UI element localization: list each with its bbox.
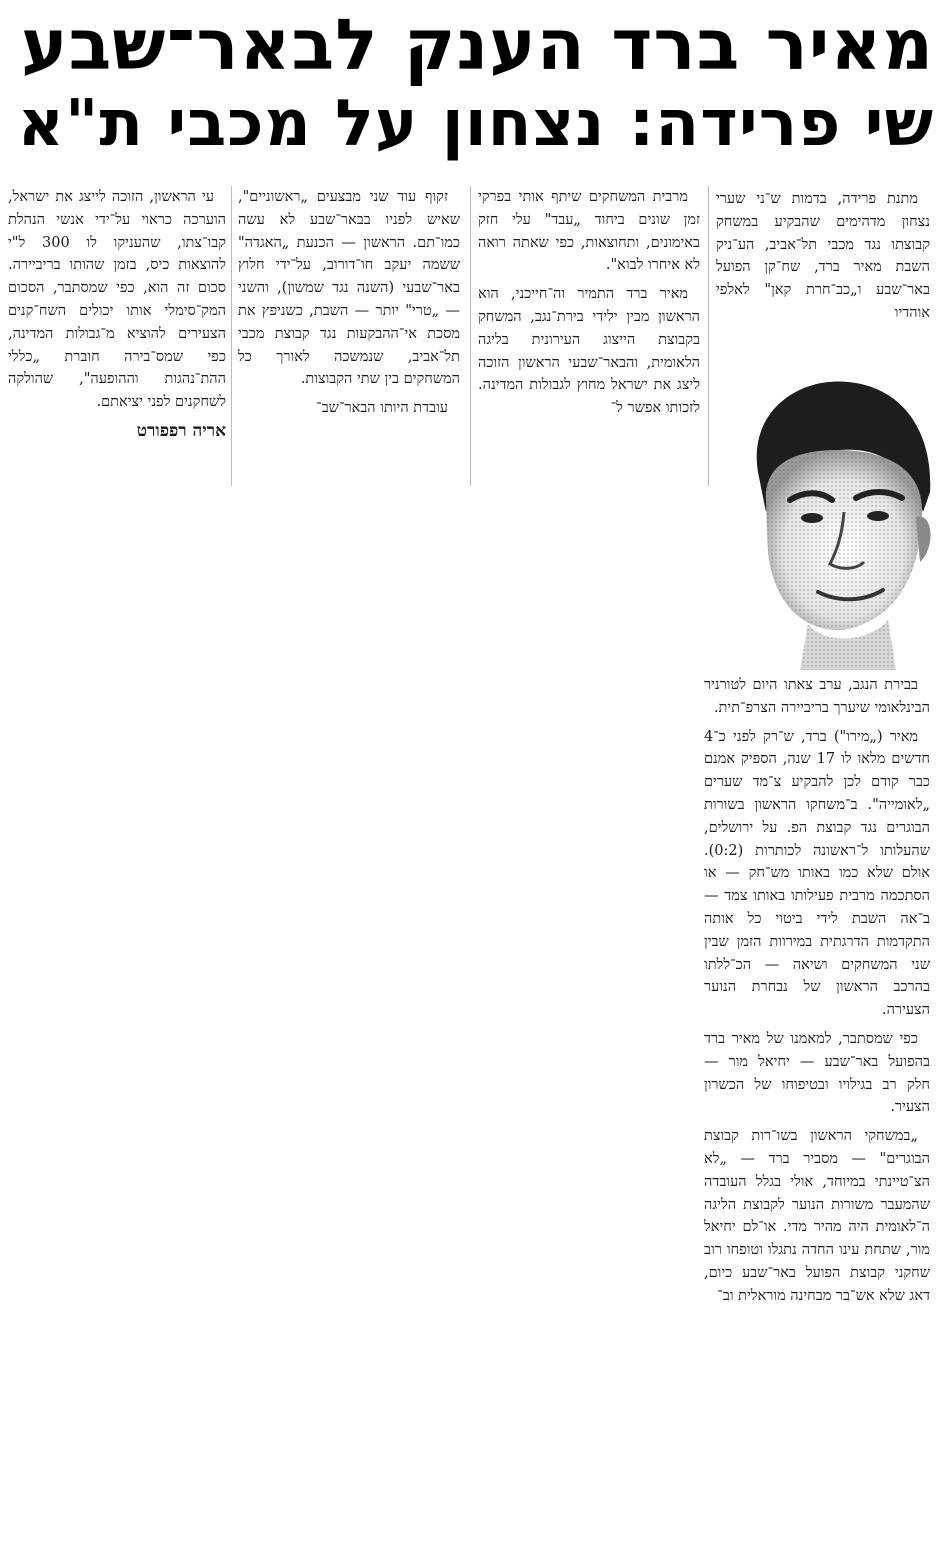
paragraph: עובדת היותו הבאר־שב־	[316, 400, 448, 417]
paragraph: מרבית המשחקים שיתף אותי בפרקי זמן שונים ביחוד „עבד" עלי חזק באימונים, ותחוצאות, כפי שאתה רואה לא איחרו לבוא".	[478, 189, 700, 274]
headline-line-1: מאיר ברד הענק לבאר־שבע	[20, 4, 934, 86]
paragraph: „במשחקי הראשון בשו־רות קבוצת הבוגרים" — מסביר ברד — „לא הצ־טיינתי במיוחד, אולי בגלל העובדה שהמעבר משורות הנוער לקבוצת הליגה ה־לאומית היה מהיר מדי. או־לם יחיאל מור, שתחת עינו החדה נתגלו וטופחו רוב שחקני קבוצת הפועל באר־שבע כיום, דאג שלא אש־בר מבחינה מוראלית וב־	[704, 1128, 930, 1304]
paragraph: עי הראשון, הזוכה לייצג את ישראל, הוערכה כראוי על־ידי אנשי הנהלת קבו־צתו, שהעניקו לו 300 ל"י להוצאות כיס, בזמן שהותו בריביירה. סכום זה הוא, כפי שמסתבר, הסכום המק־סימלי אותו יכולים השח־קנים הצעירים להוציא מ־גבולות המדינה, כפי שמס־בירה חוברת „כללי ההת־נהגות וההופעה", שהולקה לשחקנים לפני יציאתם.	[8, 189, 226, 411]
paragraph: כפי שמסתבר, למאמנו של מאיר ברד בהפועל באר־שבע — יחיאל מור — חלק רב בגילויו ובטיפוחו של הכשרון הצעיר.	[704, 1030, 930, 1116]
article-column-1	[716, 188, 930, 348]
column-divider	[708, 186, 709, 486]
article-column-1-continued	[704, 674, 930, 1536]
portrait-halftone-image	[718, 352, 936, 670]
article-column-4	[8, 186, 226, 496]
paragraph: מאיר („מירו") ברד, ש־רק לפני כ־4 חדשים מלאו לו 17 שנה, הספיק אמנם כבר קודם לכן להבקיע צ־מד שערים „לאומייה". ב־משחקו הראשון בשורות הבוגרים נגד קבוצת הפ. על ירושלים, שהעלותו ל־ראשונה לכותרות (0:2). אולם שלא כמו באותו מש־חק — או הסתכמה מרבית פעילותו באותו צמד — ב־אה השבת לידי ביטוי כל אותה התקדמות הדרגתית במירוות הזמן שבין שני המשחקים ושיאה — הכ־ללתו בהרכב הראשון של נבחרת הנוער הצעירה.	[704, 728, 930, 1019]
article-column-2	[478, 186, 700, 496]
author-byline: אריה רפפורט	[136, 420, 226, 441]
paragraph: בבירת הנגב, ערב צאתו היום לטורניר הבינלאומי שיערך בריביירה הצרפ־תית.	[704, 677, 930, 716]
headline-line-2: שי פרידה: נצחון על מכבי ת"א	[17, 87, 934, 161]
paragraph: מתנת פרידה, בדמות ש־ני שערי נצחון מדהימים שהבקיע במשחק קבוצתו נגד מכבי תל־אביב, הע־ניק השבת מאיר ברד, שח־קן הפועל באר־שבע ו„כב־חרת קאן" לאלפי אוהדיו	[716, 191, 930, 321]
paragraph: זקוף עוד שני מבצעים „ראשוניים", שאיש לפניו בבאר־שבע לא עשה כמו־תם. הראשון — הכנעת „האגדה" ששמה יעקב חו־דורוב, על־ידי חלוץ באר־שבעי (השנה נגד שמשון), והשני — „טרי" יותר — השבת, כשניפץ את מסכת אי־ההבקעות נגד קבוצת מכבי תל־אביב, שנמשכה לאורך כל המשחקים בין שתי הקבוצות.	[238, 189, 460, 388]
column-divider	[470, 186, 471, 486]
column-divider	[231, 186, 232, 486]
player-portrait-photo	[718, 352, 936, 670]
article-column-3	[238, 186, 460, 496]
paragraph: מאיר ברד התמיר וה־חייכני, הוא הראשון מבין ילידי בירת־נגב, המשחק בקבוצת הייצוג העירונית בליגה הלאומית, והבאר־שבעי הראשון הזוכה ליצג את ישראל מחוץ לגבולות המדינה. לזכותו אפשר ל־	[478, 286, 700, 417]
